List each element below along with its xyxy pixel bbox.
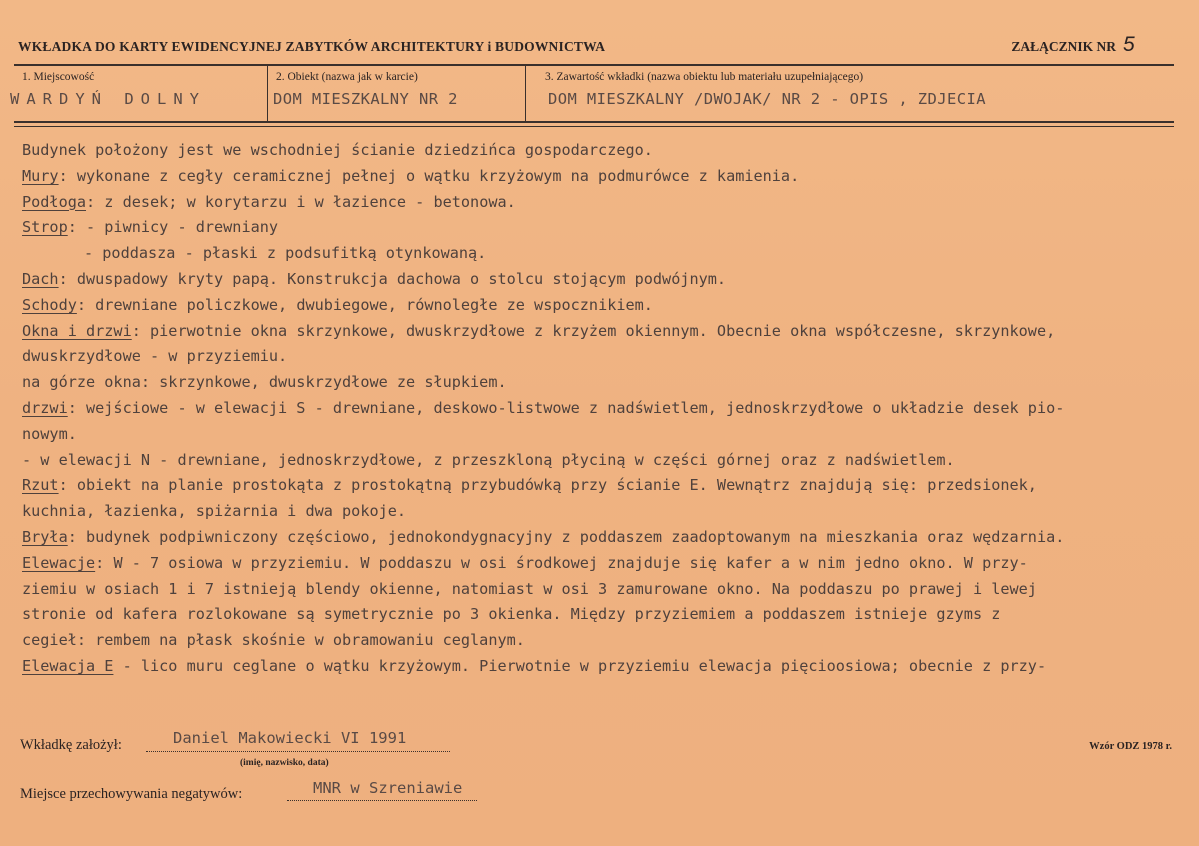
place-label: 1. Miejscowość xyxy=(22,71,95,83)
section-heading: Schody xyxy=(22,295,77,314)
description-line: na górze okna: skrzynkowe, dwuskrzydłowe ze słupkiem. xyxy=(22,373,507,392)
author-value: Daniel Makowiecki VI 1991 xyxy=(173,729,407,747)
description-line: Elewacja E - lico muru ceglane o wątku krzyżowym. Pierwotnie w przyziemiu elewacja pięcioosiowa; obecnie z przy- xyxy=(22,656,1047,675)
description-line: cegieł: rembem na płask skośnie w obramowaniu ceglanym. xyxy=(22,631,525,650)
description-line: ziemiu w osiach 1 i 7 istnieją blendy okienne, natomiast w osi 3 zamurowane okno. Na poddaszu po prawej i lewej xyxy=(22,579,1037,598)
description-line: Rzut: obiekt na planie prostokąta z prostokątną przybudówką przy ścianie E. Wewnątrz znajdują się: przedsionek, xyxy=(22,476,1037,495)
description-line: Dach: dwuspadowy kryty papą. Konstrukcja dachowa o stolcu stojącym podwójnym. xyxy=(22,269,727,288)
object-label: 2. Obiekt (nazwa jak w karcie) xyxy=(276,71,418,83)
annex-number: 5 xyxy=(1123,33,1135,56)
storage-dotted-line xyxy=(287,800,477,801)
description-line: drzwi: wejściowe - w elewacji S - drewniane, deskowo-listwowe z nadświetlem, jednoskrzydłowe o układzie desek pio- xyxy=(22,398,1065,417)
storage-value: MNR w Szreniawie xyxy=(313,779,463,797)
description-line: kuchnia, łazienka, spiżarnia i dwa pokoje. xyxy=(22,502,407,521)
form-title: WKŁADKA DO KARTY EWIDENCYJNEJ ZABYTKÓW ARCHITEKTURY i BUDOWNICTWA xyxy=(18,39,606,54)
description-line: Budynek położony jest we wschodniej ścianie dziedzińca gospodarczego. xyxy=(22,141,653,159)
section-heading: Strop xyxy=(22,218,68,237)
fields-rule xyxy=(14,121,1174,123)
section-heading: Elewacje xyxy=(22,553,96,572)
description-line: Elewacje: W - 7 osiowa w przyziemiu. W poddaszu w osi środkowej znajduje się kafer a w nim jedno okno. W przy- xyxy=(22,553,1028,572)
description-line: Bryła: budynek podpiwniczony częściowo, jednokondygnacyjny z poddaszem zaadoptowanym na mieszkania oraz wędzarnia. xyxy=(22,527,1065,546)
description-line: - w elewacji N - drewniane, jednoskrzydłowe, z przeszkloną płyciną w części górnej oraz z nadświetlem. xyxy=(22,450,955,469)
storage-label: Miejsce przechowywania negatywów: xyxy=(20,786,243,802)
section-heading: drzwi xyxy=(22,398,68,417)
place-value: WARDYŃ DOLNY xyxy=(10,90,206,108)
description-line: Podłoga: z desek; w korytarzu i w łazience - betonowa. xyxy=(22,192,516,211)
content-label: 3. Zawartość wkładki (nazwa obiektu lub materiału uzupełniającego) xyxy=(545,71,864,83)
section-heading: Mury xyxy=(22,166,59,185)
description-line: - poddasza - płaski z podsufitką otynkowaną. xyxy=(84,244,487,263)
description-line: Strop: - piwnicy - drewniany xyxy=(22,218,279,237)
description-line: Okna i drzwi: pierwotnie okna skrzynkowe, dwuskrzydłowe z krzyżem okiennym. Obecnie okna współczesne, skrzynkowe, xyxy=(22,321,1056,340)
fields-rule-inner xyxy=(14,126,1174,127)
description-line: nowym. xyxy=(22,424,77,443)
field-divider-2 xyxy=(525,66,526,121)
content-value: DOM MIESZKALNY /DWOJAK/ NR 2 - OPIS , ZDJECIA xyxy=(548,90,986,108)
annex-label: ZAŁĄCZNIK NR xyxy=(1011,39,1116,54)
section-heading: Elewacja E xyxy=(22,656,114,675)
header-rule xyxy=(14,64,1174,66)
form-id: Wzór ODZ 1978 r. xyxy=(1089,741,1172,752)
description-line: Mury: wykonane z cegły ceramicznej pełnej o wątku krzyżowym na podmurówce z kamienia. xyxy=(22,166,800,185)
field-divider-1 xyxy=(267,66,268,121)
section-heading: Podłoga xyxy=(22,192,87,211)
section-heading: Bryła xyxy=(22,527,68,546)
building-description xyxy=(22,138,1182,680)
author-dotted-line xyxy=(146,751,450,752)
section-heading: Okna i drzwi xyxy=(22,321,132,340)
description-line: dwuskrzydłowe - w przyziemiu. xyxy=(22,347,288,366)
object-value: DOM MIESZKALNY NR 2 xyxy=(273,90,458,108)
description-line: stronie od kafera rozlokowane są symetrycznie po 3 okienka. Między przyziemiem a poddaszem istnieje gzyms z xyxy=(22,605,1001,624)
section-heading: Dach xyxy=(22,269,59,288)
section-heading: Rzut xyxy=(22,476,59,495)
author-label: Wkładkę założył: xyxy=(20,737,122,753)
description-line: Schody: drewniane policzkowe, dwubiegowe, równoległe ze wspocznikiem. xyxy=(22,295,653,314)
author-hint: (imię, nazwisko, data) xyxy=(240,758,329,768)
